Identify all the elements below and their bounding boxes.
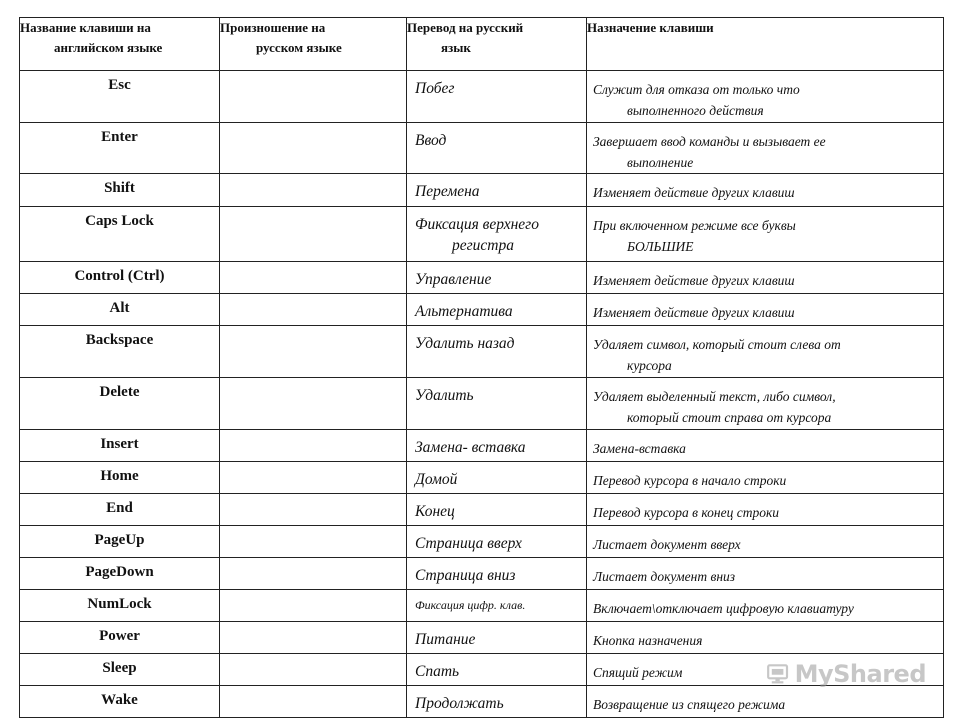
key-name: Control (Ctrl) [74,268,165,284]
key-name-cell [20,462,220,494]
purpose-cell [587,558,944,590]
translation-cell [407,207,587,262]
table-body [20,71,944,718]
pronunciation-cell [220,71,407,123]
purpose-cell [587,654,944,686]
key-name-cell [20,430,220,462]
translation-text: Спать [415,663,460,680]
purpose-cell [587,294,944,326]
pronunciation-cell [220,326,407,378]
table-header [20,18,944,71]
pronunciation-cell [220,590,407,622]
purpose-text: Кнопка назначения [593,633,703,648]
key-name: NumLock [87,596,152,612]
table-row [20,622,944,654]
purpose-text: Удаляет символ, который стоит слева от [593,337,841,352]
table-row [20,590,944,622]
key-name-cell [20,326,220,378]
header-translation-line1: Перевод на русский [407,20,524,35]
translation-cell [407,590,587,622]
key-name-cell [20,590,220,622]
table-row [20,526,944,558]
table-row [20,71,944,123]
key-name-cell [20,378,220,430]
key-name-cell [20,558,220,590]
key-name: Enter [101,129,138,145]
key-name: Caps Lock [85,213,154,229]
header-pronunciation [220,18,407,71]
pronunciation-cell [220,654,407,686]
translation-cell [407,326,587,378]
translation-text-cont: регистра [452,237,514,254]
purpose-cell [587,494,944,526]
key-name-cell [20,294,220,326]
key-name: Esc [108,77,131,93]
header-english-name [20,18,220,71]
key-name: PageUp [94,532,145,548]
translation-cell [407,526,587,558]
pronunciation-cell [220,378,407,430]
table-row [20,174,944,207]
table-row [20,378,944,430]
translation-text: Продолжать [415,695,504,712]
key-name: PageDown [85,564,154,580]
pronunciation-cell [220,430,407,462]
translation-cell [407,558,587,590]
purpose-text: Замена-вставка [593,441,686,456]
header-purpose: Назначение клавиши [587,18,944,71]
translation-text: Удалить назад [415,335,515,352]
purpose-text-cont: курсора [627,358,672,373]
pronunciation-cell [220,526,407,558]
purpose-text: Служит для отказа от только что [593,82,800,97]
key-name: End [106,500,133,516]
table-row [20,686,944,718]
translation-cell [407,294,587,326]
purpose-cell [587,174,944,207]
translation-text: Страница вниз [415,567,516,584]
pronunciation-cell [220,462,407,494]
purpose-cell [587,686,944,718]
key-name: Insert [100,436,139,452]
purpose-text: Завершает ввод команды и вызывает ее [593,134,826,149]
translation-cell [407,622,587,654]
translation-cell [407,71,587,123]
key-name-cell [20,207,220,262]
translation-text: Фиксация цифр. клав. [415,598,526,612]
header-english-name-line1: Название клавиши на [20,20,151,35]
translation-text: Конец [415,503,455,520]
header-english-name-line2: английском языке [54,40,163,55]
table-row [20,430,944,462]
purpose-text-cont: выполненного действия [627,103,764,118]
purpose-cell [587,622,944,654]
purpose-cell [587,326,944,378]
translation-text: Фиксация верхнего [415,216,539,233]
translation-text: Перемена [415,183,480,200]
keys-table [19,17,944,718]
table-row [20,294,944,326]
header-row [20,18,944,71]
table-row [20,326,944,378]
translation-cell [407,462,587,494]
key-name: Shift [104,180,135,196]
translation-cell [407,654,587,686]
purpose-text: Листает документ вниз [593,569,736,584]
key-name: Alt [109,300,130,316]
key-name: Wake [101,692,138,708]
key-name: Sleep [102,660,137,676]
pronunciation-cell [220,123,407,174]
translation-cell [407,378,587,430]
key-name-cell [20,71,220,123]
purpose-cell [587,262,944,294]
pronunciation-cell [220,686,407,718]
key-name-cell [20,262,220,294]
purpose-text-cont: который стоит справа от курсора [627,410,832,425]
table-row [20,462,944,494]
purpose-text: Изменяет действие других клавиш [593,273,795,288]
purpose-text: Изменяет действие других клавиш [593,305,795,320]
purpose-text: Включает\отключает цифровую клавиатуру [593,601,854,616]
purpose-text: При включенном режиме все буквы [593,218,796,233]
key-name-cell [20,622,220,654]
table-row [20,207,944,262]
pronunciation-cell [220,262,407,294]
header-pronunciation-line2: русском языке [256,40,342,55]
purpose-cell [587,462,944,494]
key-name: Delete [99,384,140,400]
translation-cell [407,174,587,207]
header-pronunciation-line1: Произношение на [220,20,326,35]
table-row [20,654,944,686]
watermark-text: MyShared [794,660,926,688]
pronunciation-cell [220,494,407,526]
key-name-cell [20,494,220,526]
key-name: Backspace [85,332,154,348]
translation-cell [407,123,587,174]
header-translation-line2: язык [441,40,471,55]
purpose-cell [587,71,944,123]
purpose-text-cont: выполнение [627,155,694,170]
pronunciation-cell [220,207,407,262]
translation-cell [407,430,587,462]
key-name-cell [20,654,220,686]
purpose-text: Листает документ вверх [593,537,741,552]
pronunciation-cell [220,558,407,590]
purpose-text-cont: БОЛЬШИЕ [627,239,694,254]
pronunciation-cell [220,622,407,654]
table-row [20,262,944,294]
key-name-cell [20,123,220,174]
translation-text: Удалить [415,387,474,404]
table-row [20,494,944,526]
purpose-text: Удаляет выделенный текст, либо символ, [593,389,836,404]
purpose-text: Перевод курсора в конец строки [593,505,780,520]
key-name: Home [100,468,139,484]
purpose-cell [587,430,944,462]
purpose-text: Изменяет действие других клавиш [593,185,795,200]
translation-text: Замена- вставка [415,439,526,456]
translation-cell [407,686,587,718]
translation-text: Побег [415,80,455,97]
translation-text: Страница вверх [415,535,522,552]
purpose-text: Перевод курсора в начало строки [593,473,787,488]
purpose-cell [587,123,944,174]
translation-cell [407,262,587,294]
table-row [20,123,944,174]
pronunciation-cell [220,174,407,207]
purpose-cell [587,207,944,262]
purpose-text: Возвращение из спящего режима [593,697,786,712]
translation-text: Альтернатива [415,303,513,320]
purpose-text: Спящий режим [593,665,683,680]
translation-text: Домой [415,471,458,488]
pronunciation-cell [220,294,407,326]
translation-text: Питание [415,631,476,648]
purpose-cell [587,378,944,430]
key-name-cell [20,174,220,207]
header-translation [407,18,587,71]
purpose-cell [587,526,944,558]
purpose-cell [587,590,944,622]
translation-cell [407,494,587,526]
key-name: Power [99,628,140,644]
table-row [20,558,944,590]
translation-text: Управление [415,271,492,288]
translation-text: Ввод [415,132,447,149]
key-name-cell [20,686,220,718]
key-name-cell [20,526,220,558]
